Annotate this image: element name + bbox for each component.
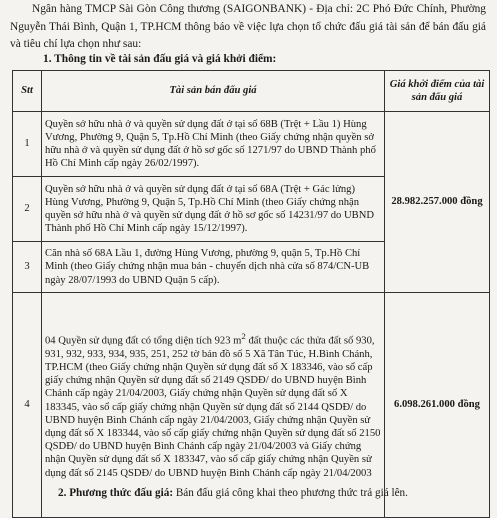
section-1-heading: 1. Thông tin về tài sản đấu giá và giá khởi điểm: <box>43 53 277 65</box>
section-2-label: 2. Phương thức đấu giá: <box>58 487 174 499</box>
row-description: Quyền sở hữu nhà ở và quyền sử dụng đất ở tại số 68B (Trệt + Lầu 1) Hùng Vương, Phường 9, Quận 5, Tp.Hồ Chí Minh (theo Giấy chứng nhận quyền sở hữu nhà ở và quyền sử dụng đất ở hồ sơ gốc số 1271/97 do UBND Thành phố Hồ Chí Minh cấp ngày 26/02/1997). <box>42 112 385 177</box>
header-price: Giá khởi điểm của tài sản đấu giá <box>385 71 490 112</box>
section-2-line <box>58 487 408 499</box>
row-price: 28.982.257.000 đồng <box>385 112 490 293</box>
table-row <box>13 112 490 177</box>
area-unit-superscript: 2 <box>241 331 246 342</box>
row-stt: 4 <box>13 293 42 518</box>
table-row <box>13 293 490 518</box>
header-asset: Tài sản bán đấu giá <box>42 71 385 112</box>
section-2-text: Bán đấu giá công khai theo phương thức trả giá lên. <box>173 487 408 499</box>
row-price: 6.098.261.000 đồng <box>385 293 490 518</box>
table-header-row <box>13 71 490 112</box>
row-stt: 2 <box>13 177 42 242</box>
row-stt: 1 <box>13 112 42 177</box>
row-description-text: đất thuộc các thửa đất số 930, 931, 932, 933, 934, 935, 251, 252 tờ bản đồ số 5 Xã Tân Túc, H.Bình Chánh, TP.HCM (theo Giấy chứng nhận Quyền sử dụng đất số X 183346, vào sổ cấp giấy chứng nhận Quyền sử dụng đất số 2149 QSDĐ/ do UBND huyện Bình Chánh cấp ngày 21/04/2003, Giấy chứng nhận Quyền sử dụng đất số X 183345, vào sổ cấp giấy chứng nhận Quyền sử dụng đất số 2144 QSDĐ/ do UBND huyện Bình Chánh cấp ngày 21/04/2003, Giấy chứng nhận Quyền sử dụng đất số X 183344, vào sổ cấp giấy chứng nhận Quyền sử dụng đất số 2150 QSDĐ/ do UBND huyện Bình Chánh cấp ngày 21/04/2003 và Giấy chứng nhận Quyền sử dụng đất số X 183347, vào sổ cấp giấy chứng nhận Quyền sử dụng đất số 2145 QSDĐ/ do UBND huyện Bình Chánh cấp ngày 21/04/2003 <box>45 335 381 479</box>
header-stt: Stt <box>13 71 42 112</box>
row-description-text: 04 Quyền sử dụng đất có tổng diện tích 923 m <box>45 335 242 347</box>
row-description: Quyền sở hữu nhà ở và quyền sử dụng đất ở tại số 68A (Trệt + Gác lửng) Hùng Vương, Phường 9, Quận 5, Tp.Hồ Chí Minh (theo Giấy chứng nhận quyền sở hữu nhà ở và quyền sử dụng đất ở hồ sơ gốc số 14231/97 do UBND Thành phố Hồ Chí Minh cấp ngày 15/12/1997). <box>42 177 385 242</box>
row-stt: 3 <box>13 242 42 293</box>
row-description <box>42 293 385 518</box>
row-description: Căn nhà số 68A Lầu 1, đường Hùng Vương, phường 9, quận 5, Tp.Hồ Chí Minh (theo Giấy chứng nhận mua bán - chuyển dịch nhà cửa số 874/CN-UB ngày 28/07/1993 do UBND Quận 5 cấp). <box>42 242 385 293</box>
auction-assets-table <box>12 70 490 518</box>
intro-paragraph: Ngân hàng TMCP Sài Gòn Công thương (SAIGONBANK) - Địa chỉ: 2C Phó Đức Chính, Phường Nguyễn Thái Bình, Quận 1, TP.HCM thông báo về việc lựa chọn tổ chức đấu giá tài sản để bán đấu giá và tiêu chí lựa chọn như sau: <box>10 3 486 50</box>
